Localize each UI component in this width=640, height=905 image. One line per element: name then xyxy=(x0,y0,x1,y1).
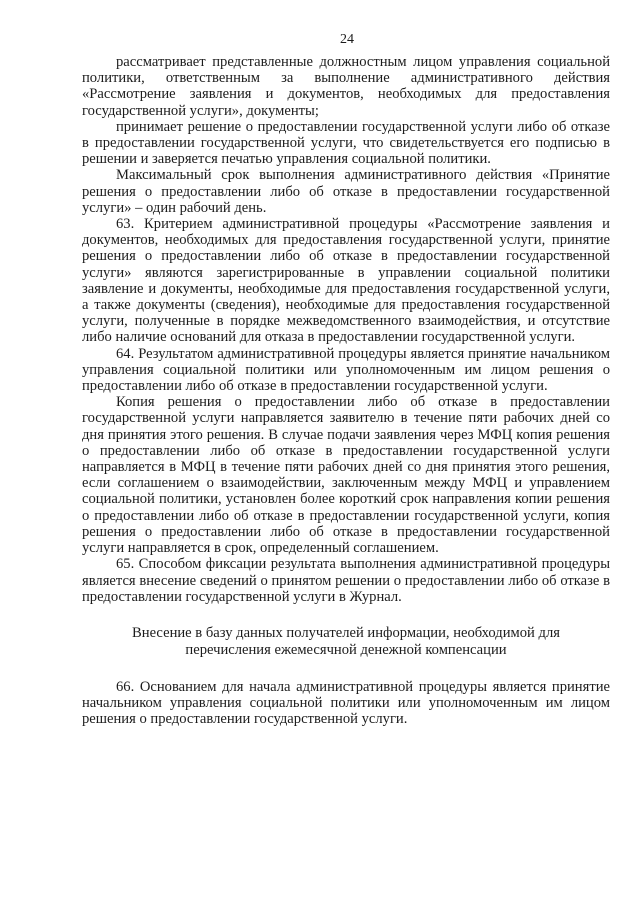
section-heading: Внесение в базу данных получателей информации, необходимой для перечисления ежемесячной денежной компенсации xyxy=(132,624,560,658)
paragraph-max-term: Максимальный срок выполнения административного действия «Принятие решения о предоставлении либо об отказе в предоставлении государственной услуги» – один рабочий день. xyxy=(82,167,610,216)
paragraph-decision: принимает решение о предоставлении государственной услуги либо об отказе в предоставлении государственной услуги, что свидетельствуется его подписью в решении и заверяется печатью управления социальной политики. xyxy=(82,118,610,168)
paragraph-63-criterion: 63. Критерием административной процедуры «Рассмотрение заявления и документов, необходимых для предоставления государственной услуги, принятие решения о предоставлении либо об отказе в предоставлении государственной услуги» являются зарегистрированные в управлении социальной политики заявление и документы, необходимые для предоставления государственной услуги, а также документы (сведения), необходимые для предоставления государственной услуги, полученные в порядке межведомственного взаимодействия, и отсутствие либо наличие оснований для отказа в предоставлении государственной услуги. xyxy=(82,216,610,346)
paragraph-65-fixation: 65. Способом фиксации результата выполнения административной процедуры является внесение сведений о принятом решении о предоставлении либо об отказе в предоставлении государственной услуги в Журнал. xyxy=(82,556,610,605)
paragraph-66-basis: 66. Основанием для начала административной процедуры является принятие начальником управления социальной политики или уполномоченным им лицом решения о предоставлении государственной услуги. xyxy=(82,678,610,728)
page-number: 24 xyxy=(340,32,354,47)
paragraph-64-result: 64. Результатом административной процедуры является принятие начальником управления социальной политики или уполномоченным им лицом решения о предоставлении либо об отказе в предоставлении государственной услуги. xyxy=(82,345,610,395)
paragraph-review-documents: рассматривает представленные должностным лицом управления социальной политики, ответственным за выполнение административного действия «Рассмотрение заявления и документов, необходимых для предоставления государственной услуги», документы; xyxy=(82,54,610,119)
paragraph-decision-copy: Копия решения о предоставлении либо об отказе в предоставлении государственной услуги направляется заявителю в течение пяти рабочих дней со дня принятия этого решения. В случае подачи заявления через МФЦ копия решения о предоставлении либо об отказе в предоставлении государственной услуги направляется в МФЦ в течение пяти рабочих дней со дня принятия этого решения, если соглашением о взаимодействии, заключенным между МФЦ и управлением социальной политики, установлен более короткий срок направления копии решения о предоставлении либо об отказе в предоставлении государственной услуги, копия решения о предоставлении либо об отказе в предоставлении государственной услуги направляется в срок, определенный соглашением. xyxy=(82,394,610,557)
